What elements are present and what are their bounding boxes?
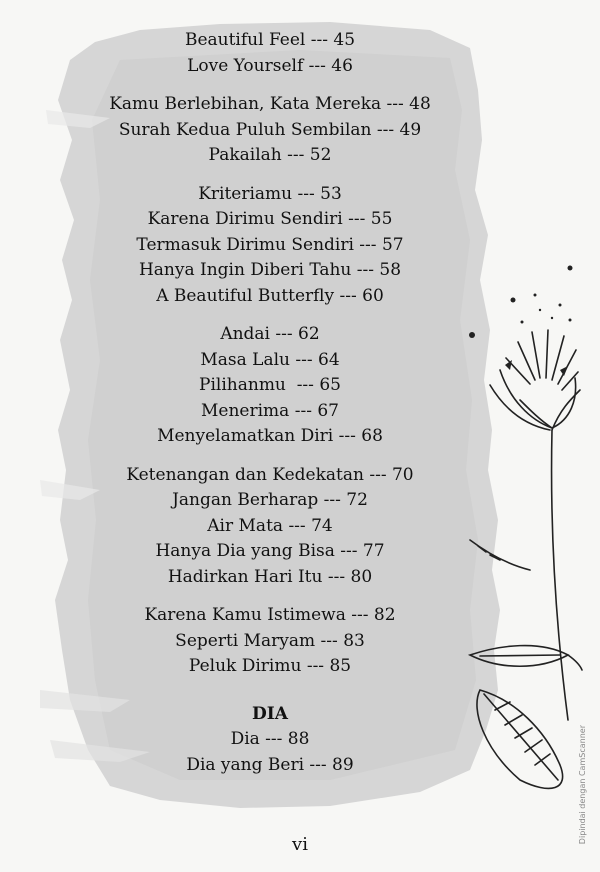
toc-group [60, 463, 480, 591]
toc-entry: Termasuk Dirimu Sendiri --- 57 [136, 234, 404, 255]
toc-group [60, 92, 480, 169]
toc-entry: Dia --- 88 [230, 729, 310, 749]
toc-entry: Beautiful Feel --- 45 [184, 30, 356, 50]
toc-group [60, 603, 480, 680]
page-number: vi [292, 834, 308, 855]
toc-entry: Surah Kedua Puluh Sembilan --- 49 [118, 119, 422, 140]
toc-entry: Kriteriamu --- 53 [198, 183, 342, 204]
scanner-watermark: Dipindai dengan CamScanner [578, 725, 587, 845]
toc-entry: Air Mata --- 74 [207, 515, 333, 536]
toc-entry: Karena Dirimu Sendiri --- 55 [147, 209, 393, 229]
flower-illustration [460, 260, 600, 800]
toc-group [60, 322, 480, 450]
toc-entry: Jangan Berharap --- 72 [172, 490, 368, 510]
toc-entry: Masa Lalu --- 64 [200, 349, 340, 370]
toc-entry: Hanya Ingin Diberi Tahu --- 58 [138, 260, 402, 280]
toc-section [60, 702, 480, 779]
toc-entry: Peluk Dirimu --- 85 [188, 656, 352, 676]
toc-entry: Ketenangan dan Kedekatan --- 70 [126, 464, 414, 485]
toc-entry: Pilihanmu --- 65 [199, 375, 341, 395]
toc-group [60, 28, 480, 79]
toc-entry: Hadirkan Hari Itu --- 80 [167, 566, 373, 587]
toc-group [60, 182, 480, 310]
toc-entry: Dia yang Beri --- 89 [186, 754, 354, 775]
toc-entry: A Beautiful Butterfly --- 60 [156, 285, 384, 306]
toc-entry: Menyelamatkan Diri --- 68 [157, 426, 383, 446]
toc-entry: Love Yourself --- 46 [187, 55, 353, 76]
toc-entry: Andai --- 62 [220, 324, 320, 344]
toc-entry: Menerima --- 67 [201, 400, 339, 421]
table-of-contents [60, 28, 480, 791]
toc-entry: Pakailah --- 52 [208, 145, 332, 165]
toc-entry: Seperti Maryam --- 83 [175, 630, 365, 651]
section-title: DIA [252, 703, 288, 724]
toc-entry: Karena Kamu Istimewa --- 82 [144, 605, 396, 625]
toc-entry: Hanya Dia yang Bisa --- 77 [155, 541, 385, 561]
toc-entry: Kamu Berlebihan, Kata Mereka --- 48 [109, 94, 431, 114]
